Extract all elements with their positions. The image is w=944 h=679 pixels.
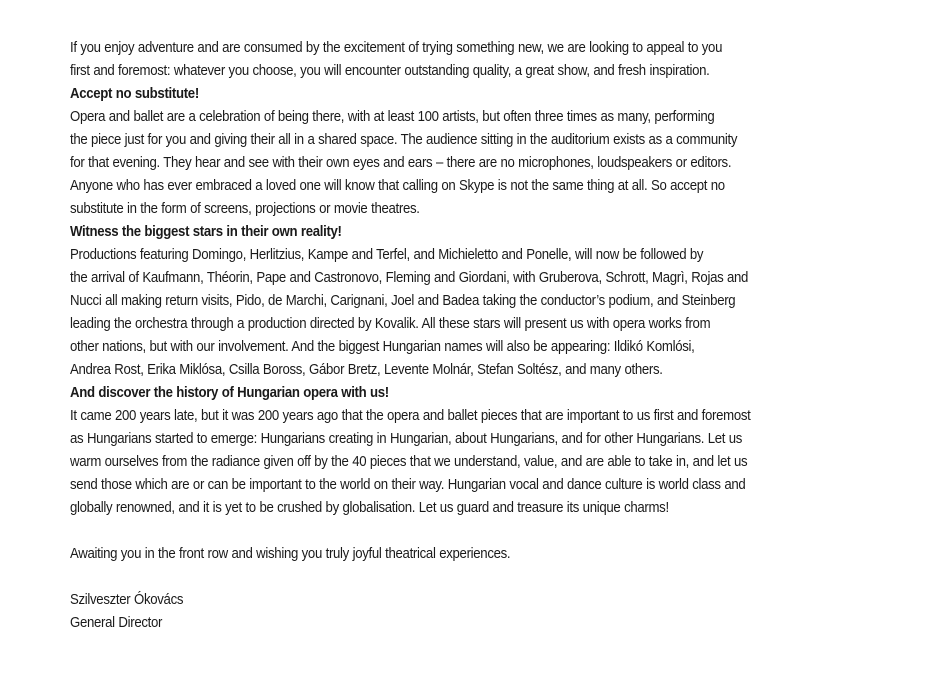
text-line: for that evening. They hear and see with their own eyes and ears – there are no microphones, loudspeakers or editors. [70,155,732,171]
text-line: warm ourselves from the radiance given off by the 40 pieces that we understand, value, and are able to take in, and let us [70,454,748,470]
section-accept-no-substitute [70,83,930,221]
section-hungarian-opera [70,382,930,520]
text-line: It came 200 years late, but it was 200 years ago that the opera and ballet pieces that are important to us first and foremost [70,408,751,424]
text-line: as Hungarians started to emerge: Hungarians creating in Hungarian, about Hungarians, and for other Hungarians. Let us [70,431,743,447]
intro-paragraph [70,37,930,83]
section-heading: Witness the biggest stars in their own reality! [70,224,342,240]
text-line: leading the orchestra through a production directed by Kovalik. All these stars will present us with opera works from [70,316,711,332]
text-line: Andrea Rost, Erika Miklósa, Csilla Boross, Gábor Bretz, Levente Molnár, Stefan Soltész, and many others. [70,362,663,378]
paragraph-gap [70,566,930,589]
text-line: Nucci all making return visits, Pido, de Marchi, Carignani, Joel and Badea taking the conductor’s podium, and Steinberg [70,293,736,309]
text-line: If you enjoy adventure and are consumed by the excitement of trying something new, we are looking to appeal to you [70,40,723,56]
text-line: send those which are or can be important to the world on their way. Hungarian vocal and dance culture is world class and [70,477,746,493]
section-witness-stars [70,221,930,382]
text-line: globally renowned, and it is yet to be crushed by globalisation. Let us guard and treasure its unique charms! [70,500,669,516]
section-heading: Accept no substitute! [70,86,199,102]
text-line: other nations, but with our involvement. And the biggest Hungarian names will also be appearing: Ildikó Komlósi, [70,339,695,355]
text-line: Opera and ballet are a celebration of being there, with at least 100 artists, but often three times as many, performing [70,109,715,125]
text-line: substitute in the form of screens, projections or movie theatres. [70,201,420,217]
letter-body [70,37,930,635]
signature-title: General Director [70,615,163,631]
signature-block [70,589,930,635]
text-line: the arrival of Kaufmann, Théorin, Pape and Castronovo, Fleming and Giordani, with Gruberova, Schrott, Magrì, Rojas and [70,270,749,286]
text-line: first and foremost: whatever you choose, you will encounter outstanding quality, a great show, and fresh inspiration. [70,63,710,79]
section-heading: And discover the history of Hungarian opera with us! [70,385,389,401]
text-line: Anyone who has ever embraced a loved one will know that calling on Skype is not the same thing at all. So accept no [70,178,725,194]
text-line: Productions featuring Domingo, Herlitzius, Kampe and Terfel, and Michieletto and Ponelle, will now be followed by [70,247,704,263]
closing-line: Awaiting you in the front row and wishing you truly joyful theatrical experiences. [70,546,511,562]
text-line: the piece just for you and giving their all in a shared space. The audience sitting in the auditorium exists as a community [70,132,738,148]
signature-name: Szilveszter Ókovács [70,592,184,608]
paragraph-gap [70,520,930,543]
